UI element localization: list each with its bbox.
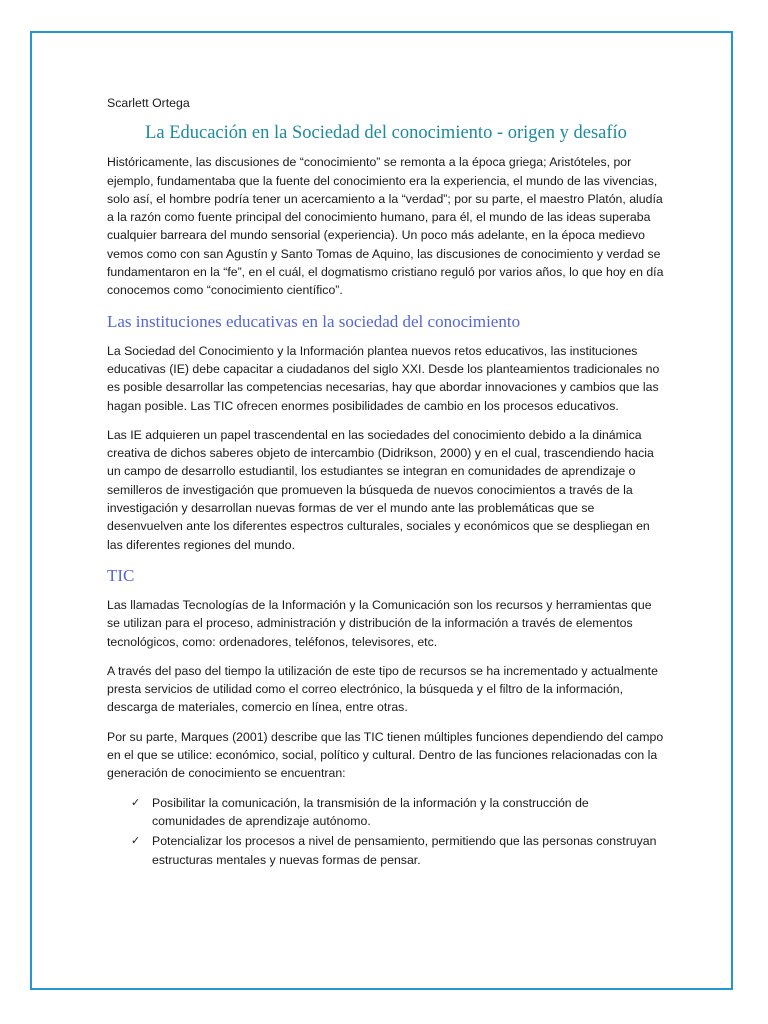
instituciones-paragraph-2: Las IE adquieren un papel trascendental en las sociedades del conocimiento debido a la dinámica creativa de dichos saberes objeto de intercambio (Didrikson, 2000) y en el cual, trascendiendo hacia un campo de desarrollo estudiantil, los estudiantes se integran en comunidades de aprendizaje o semilleros de investigación que promueven la búsqueda de nuevos conocimientos a través de la investigación y desarrollan nuevas formas de ver el mundo ante las problemáticas que se desenvuelven ante los diferentes espectros culturales, sociales y económicos que se despliegan en las diferentes regiones del mundo.	[107, 427, 654, 552]
list-item	[107, 794, 665, 831]
list-item-text: Posibilitar la comunicación, la transmisión de la información y la construcción de comunidades de aprendizaje autónomo.	[152, 795, 589, 828]
intro-paragraph: Históricamente, las discusiones de “conocimiento” se remonta a la época griega; Aristóteles, por ejemplo, fundamentaba que la fuente del conocimiento era la experiencia, el mundo de las vivencias, solo así, el hombre podría tener un acercamiento a la “verdad”; por su parte, el maestro Platón, aludía a la razón como fuente principal del conocimiento humano, para él, el mundo de las ideas superaba cualquier barreara del mundo sensorial (experiencia). Un poco más adelante, en la época medievo vemos como con san Agustín y Santo Tomas de Aquino, las discusiones de conocimiento y verdad se fundamentaron en la “fe”, en el cuál, el dogmatismo cristiano reguló por varios años, lo que hoy en día conocemos como “conocimiento científico”.	[107, 155, 664, 298]
section-heading-instituciones: Las instituciones educativas en la sociedad del conocimiento	[107, 311, 521, 331]
checkmark-icon: ✓	[131, 795, 141, 809]
tic-paragraph-3: Por su parte, Marques (2001) describe que las TIC tienen múltiples funciones dependiendo del campo en el que se utilice: económico, social, político y cultural. Dentro de las funciones relacionadas con la generación de conocimiento se encuentran:	[107, 729, 664, 781]
section-heading-tic: TIC	[107, 565, 135, 585]
document-title: La Educación en la Sociedad del conocimiento - origen y desafío	[145, 123, 627, 144]
document-body	[107, 94, 665, 871]
instituciones-paragraph-1: La Sociedad del Conocimiento y la Información plantea nuevos retos educativos, las instituciones educativas (IE) debe capacitar a ciudadanos del siglo XXI. Desde los planteamientos tradicionales no es posible desarrollar las competencias necesarias, hay que abordar innovaciones y cambios que las hagan posible. Las TIC ofrecen enormes posibilidades de cambio en los procesos educativos.	[107, 343, 660, 413]
tic-paragraph-2: A través del paso del tiempo la utilización de este tipo de recursos se ha incrementado y actualmente presta servicios de utilidad como el correo electrónico, la búsqueda y el filtro de la información, descarga de materiales, comercio en línea, entre otras.	[107, 663, 658, 715]
checkmark-icon: ✓	[131, 834, 141, 848]
list-item	[107, 832, 665, 869]
functions-list	[107, 794, 665, 869]
list-item-text: Potencializar los procesos a nivel de pensamiento, permitiendo que las personas construyan estructuras mentales y nuevas formas de pensar.	[152, 834, 657, 867]
tic-paragraph-1: Las llamadas Tecnologías de la Información y la Comunicación son los recursos y herramientas que se utilizan para el proceso, administración y distribución de la información a través de elementos tecnológicos, como: ordenadores, teléfonos, televisores, etc.	[107, 597, 652, 649]
author-name: Scarlett Ortega	[107, 96, 190, 110]
